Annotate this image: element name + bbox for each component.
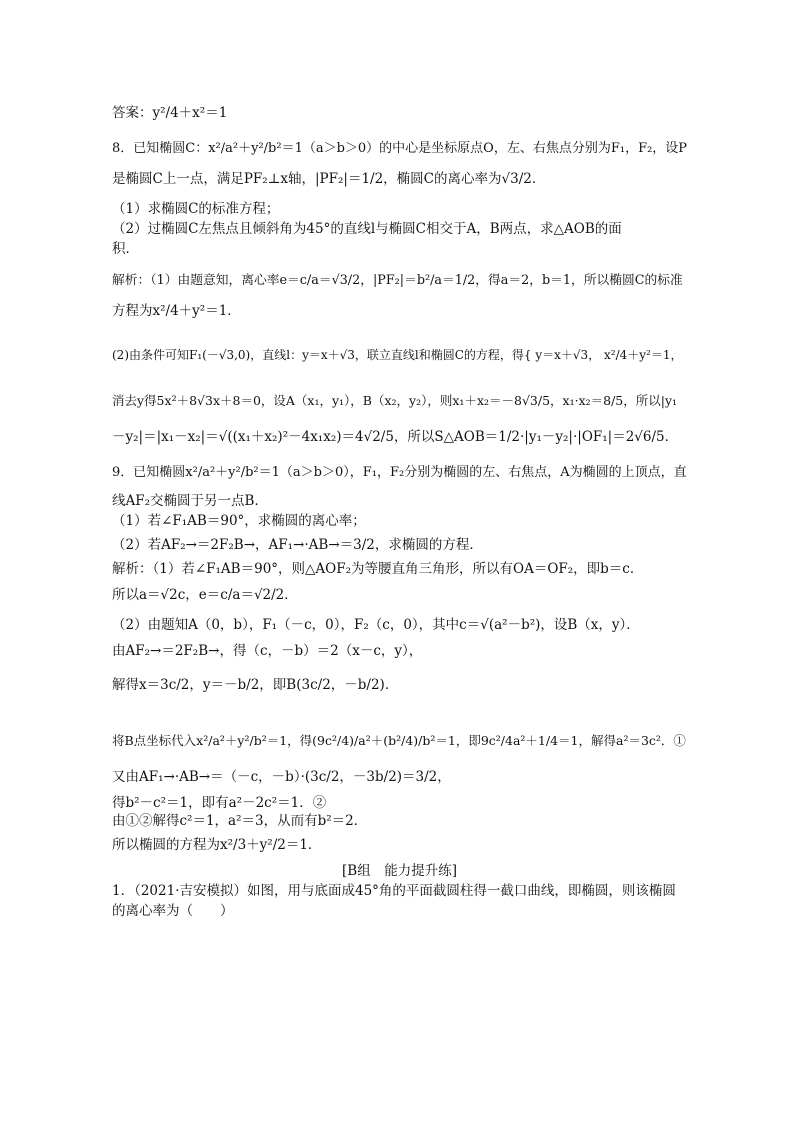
solution-9-line-8: 得b²－c²＝1，即有a²－2c²＝1．② — [112, 795, 327, 811]
problem-8-stem-line-1: 8．已知椭圆C：x²/a²＋y²/b²＝1（a＞b＞0）的中心是坐标原点O，左、右焦点分别为F₁，F₂，设P — [112, 141, 687, 156]
solution-9-line-3: （2）由题知A（0，b），F₁（－c，0），F₂（c，0），其中c＝√(a²－b²)，设B（x，y）． — [112, 617, 640, 633]
problem-8-stem-line-2: 是椭圆C上一点，满足PF₂⊥x轴，|PF₂|＝1/2，椭圆C的离心率为√3/2． — [112, 171, 546, 187]
problem-9-part-2: （2）若AF₂→＝2F₂B→，AF₁→·AB→＝3/2，求椭圆的方程． — [112, 537, 483, 553]
problem-b1-line-2: 的离心率为（ ） — [112, 903, 234, 919]
answer-line: 答案：y²/4＋x²＝1 — [112, 105, 228, 121]
solution-9-line-1: 解析：（1）若∠F₁AB＝90°，则△AOF₂为等腰直角三角形，所以有OA＝OF₂，即b＝c． — [112, 561, 644, 577]
problem-8-part-1: （1）求椭圆C的标准方程； — [112, 201, 280, 217]
solution-9-line-9: 由①②解得c²＝1，a²＝3，从而有b²＝2． — [112, 813, 368, 829]
solution-8-line-3: (2)由条件可知F₁(－√3,0)，直线l：y＝x＋√3，联立直线l和椭圆C的方程，得{ y＝x＋√3， x²/4＋y²＝1， — [112, 348, 683, 362]
problem-8-part-2-line-2: 积． — [112, 241, 139, 257]
solution-9-line-2: 所以a＝√2c，e＝c/a＝√2/2． — [112, 587, 298, 603]
problem-b1-line-1: 1．（2021·吉安模拟）如图，用与底面成45°角的平面截圆柱得一截口曲线，即椭圆，则该椭圆 — [112, 883, 676, 899]
solution-8-line-1: 解析：（1）由题意知，离心率e＝c/a＝√3/2，|PF₂|＝b²/a＝1/2，得a＝2，b＝1，所以椭圆C的标准 — [112, 273, 683, 288]
problem-8-part-2-line-1: （2）过椭圆C左焦点且倾斜角为45°的直线l与椭圆C相交于A，B两点，求△AOB的面 — [112, 221, 622, 237]
solution-8-line-5: －y₂|＝|x₁－x₂|＝√((x₁＋x₂)²－4x₁x₂)＝4√2/5，所以S△AOB＝1/2·|y₁－y₂|·|OF₁|＝2√6/5． — [112, 429, 679, 445]
solution-9-line-7: 又由AF₁→·AB→＝（－c，－b）·(3c/2，－3b/2)＝3/2， — [112, 769, 451, 785]
problem-9-part-1: （1）若∠F₁AB＝90°，求椭圆的离心率； — [112, 513, 366, 529]
problem-9-stem-line-1: 9．已知椭圆x²/a²＋y²/b²＝1（a＞b＞0），F₁，F₂分别为椭圆的左、右焦点，A为椭圆的上顶点，直 — [112, 465, 687, 480]
solution-8-line-2: 方程为x²/4＋y²＝1． — [112, 303, 241, 319]
section-heading: [B组 能力提升练] — [342, 863, 457, 879]
solution-9-conclusion: 所以椭圆的方程为x²/3＋y²/2＝1． — [112, 837, 322, 853]
solution-9-line-6: 将B点坐标代入x²/a²＋y²/b²＝1，得(9c²/4)/a²＋(b²/4)/b²＝1，即9c²/4a²＋1/4＝1，解得a²＝3c²．① — [112, 733, 686, 748]
solution-8-line-4: 消去y得5x²＋8√3x＋8＝0，设A（x₁，y₁），B（x₂，y₂），则x₁＋x₂＝－8√3/5，x₁·x₂＝8/5，所以|y₁ — [112, 393, 678, 408]
solution-9-line-4: 由AF₂→＝2F₂B→，得（c，－b）＝2（x－c，y）， — [112, 643, 423, 659]
problem-9-stem-line-2: 线AF₂交椭圆于另一点B． — [112, 493, 268, 509]
solution-9-line-5: 解得x＝3c/2，y＝－b/2，即B(3c/2，－b/2)． — [112, 677, 399, 693]
